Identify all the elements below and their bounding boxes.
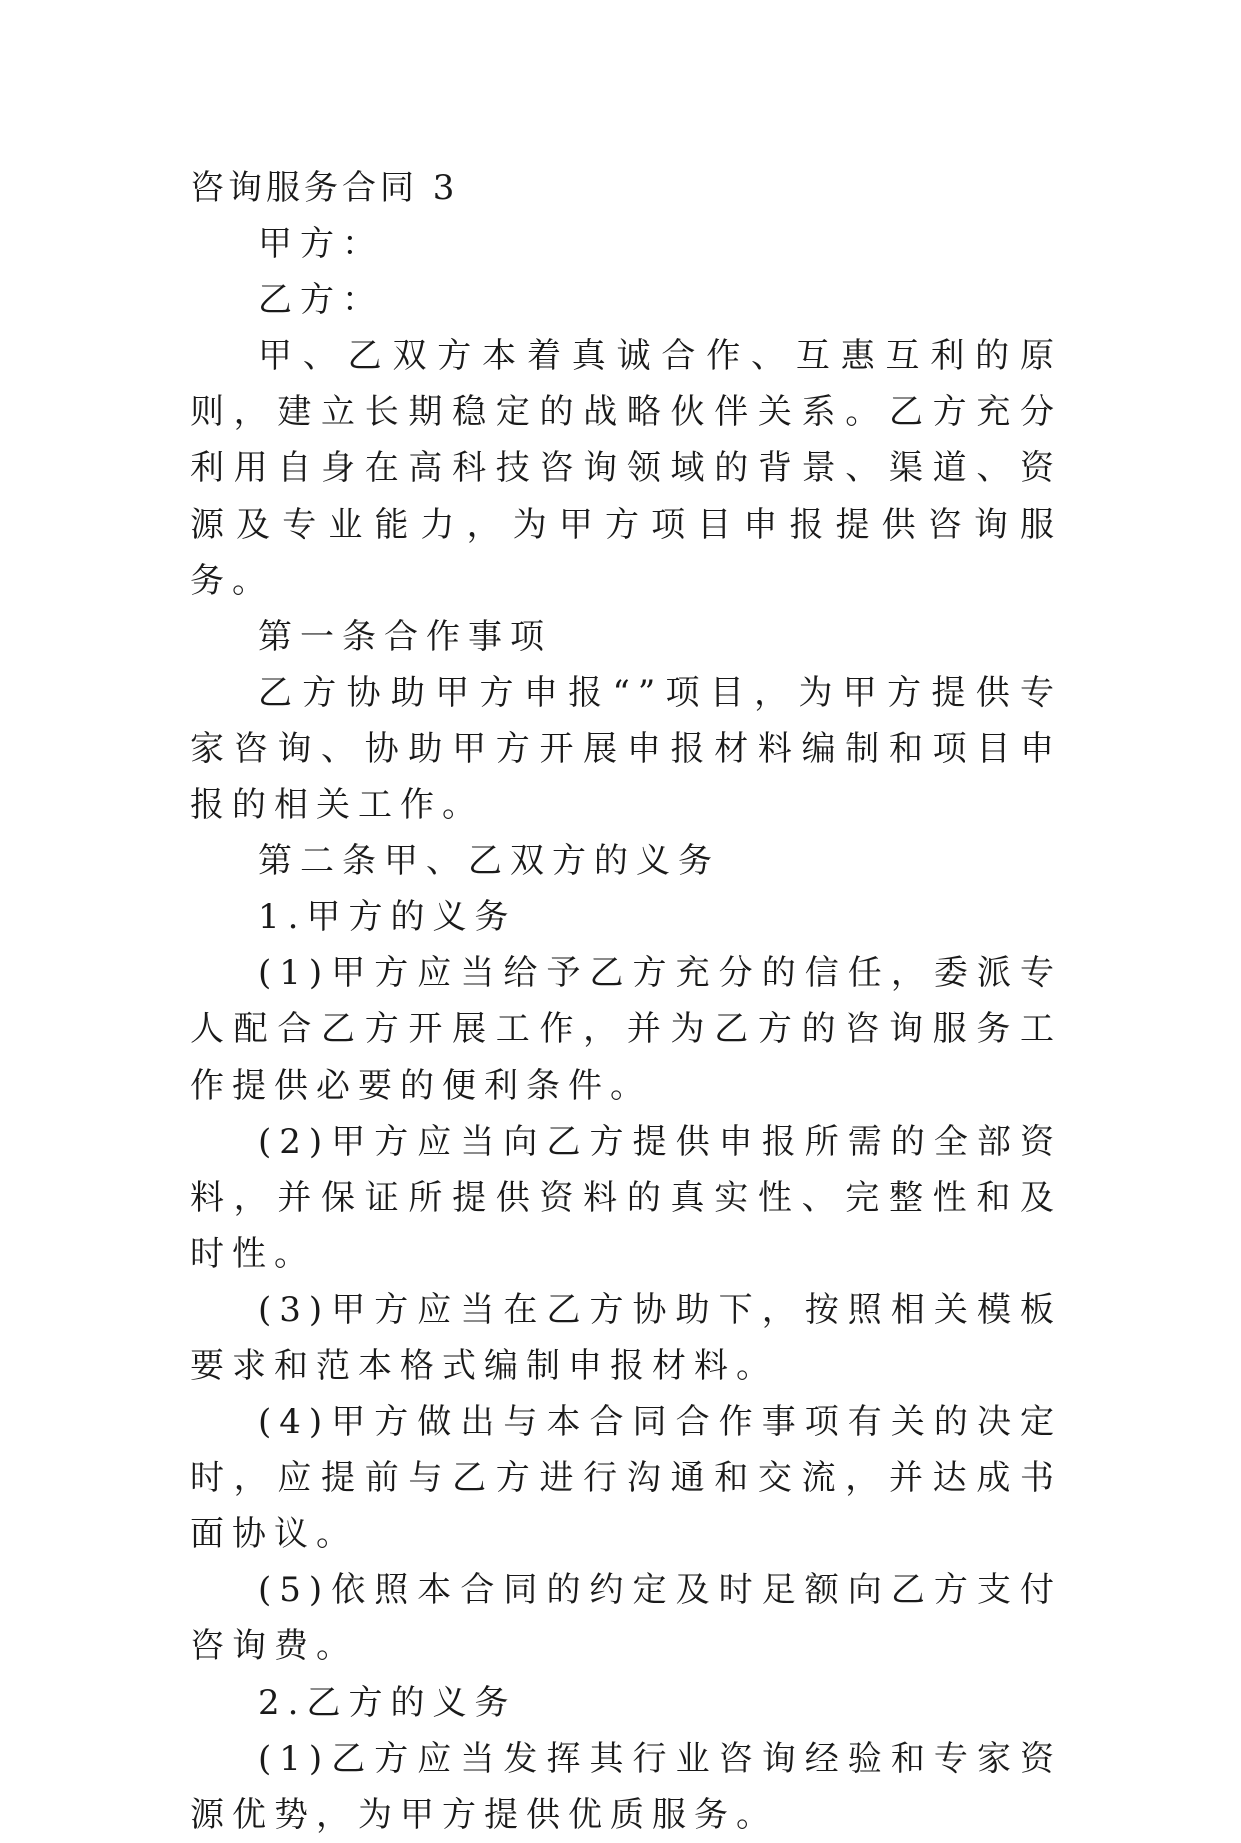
party-a-duties-heading: 1.甲方的义务 [258, 897, 517, 938]
party-b-duty-1: (1)乙方应当发挥其行业咨询经验和专家资源优势，为甲方提供优质服务。 [190, 1738, 1062, 1835]
intro-paragraph: 甲、乙双方本着真诚合作、互惠互利的原则，建立长期稳定的战略伙伴关系。乙方充分利用自身在高科技咨询领域的背景、渠道、资源及专业能力，为甲方项目申报提供咨询服务。 [190, 336, 1062, 601]
party-a-line: 甲方： [258, 224, 384, 265]
party-b-line: 乙方： [258, 280, 384, 321]
party-a-duty-5: (5)依照本合同的约定及时足额向乙方支付咨询费。 [190, 1570, 1062, 1667]
article-1-heading: 第一条合作事项 [258, 616, 552, 657]
article-1-body: 乙方协助甲方申报“”项目，为甲方提供专家咨询、协助甲方开展申报材料编制和项目申报的相关工作。 [190, 672, 1062, 826]
party-a-duty-1: (1)甲方应当给予乙方充分的信任，委派专人配合乙方开展工作，并为乙方的咨询服务工作提供必要的便利条件。 [190, 953, 1062, 1106]
party-a-duty-3: (3)甲方应当在乙方协助下，按照相关模板要求和范本格式编制申报材料。 [190, 1289, 1062, 1386]
party-b-duties-heading: 2.乙方的义务 [258, 1682, 517, 1723]
article-2-heading: 第二条甲、乙双方的义务 [258, 841, 720, 882]
party-a-duty-4: (4)甲方做出与本合同合作事项有关的决定时，应提前与乙方进行沟通和交流，并达成书面协议。 [190, 1402, 1062, 1555]
document-page [190, 160, 1062, 1843]
party-a-duty-2: (2)甲方应当向乙方提供申报所需的全部资料，并保证所提供资料的真实性、完整性和及时性。 [190, 1121, 1062, 1274]
document-title: 咨询服务合同 3 [190, 168, 459, 208]
